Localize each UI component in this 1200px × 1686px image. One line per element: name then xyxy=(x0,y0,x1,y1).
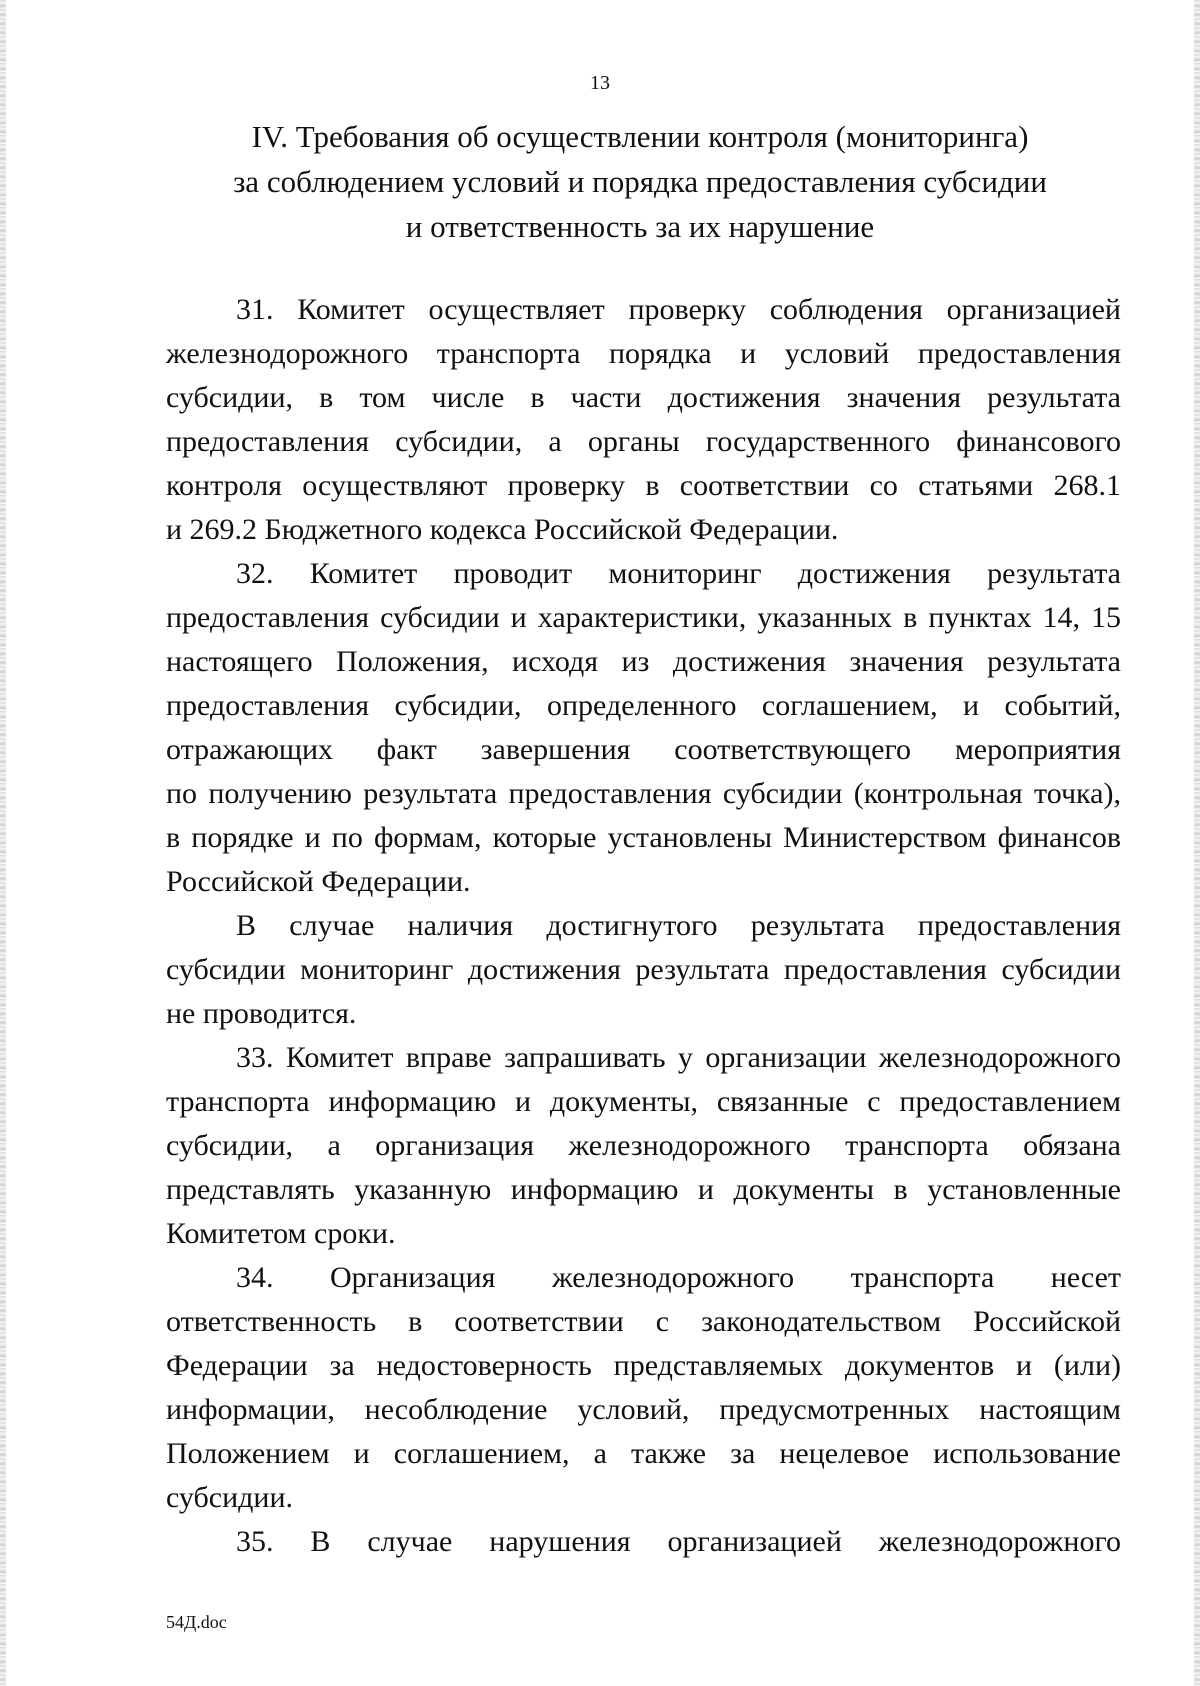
text-line: настоящего Положения, исходя из достижения значения результата xyxy=(166,645,1121,678)
text-line: субсидии, в том числе в части достижения значения результата xyxy=(166,381,1121,414)
page-number: 13 xyxy=(590,72,610,94)
text-line: Положением и соглашением, а также за нецелевое использование xyxy=(166,1437,1121,1470)
text-line: предоставления субсидии и характеристики, указанных в пунктах 14, 15 xyxy=(166,601,1121,634)
text-line: субсидии. xyxy=(166,1481,294,1514)
section-heading xyxy=(160,114,1120,249)
text-line: субсидии, а организация железнодорожного транспорта обязана xyxy=(166,1129,1121,1162)
text-line: отражающих факт завершения соответствующего мероприятия xyxy=(166,733,1121,766)
text-line: 31. Комитет осуществляет проверку соблюдения организацией xyxy=(236,293,1121,326)
text-line: контроля осуществляют проверку в соответствии со статьями 268.1 xyxy=(166,469,1121,502)
text-line: ответственность в соответствии с законодательством Российской xyxy=(166,1305,1121,1338)
body-text xyxy=(166,288,1121,1564)
text-line: Российской Федерации. xyxy=(166,865,471,898)
text-line: предоставления субсидии, определенного соглашением, и событий, xyxy=(166,689,1121,722)
text-line: Комитетом сроки. xyxy=(166,1217,396,1250)
text-line: субсидии мониторинг достижения результата предоставления субсидии xyxy=(166,953,1121,986)
text-line: представлять указанную информацию и документы в установленные xyxy=(166,1173,1121,1206)
text-line: 35. В случае нарушения организацией железнодорожного xyxy=(236,1525,1121,1558)
text-line: и 269.2 Бюджетного кодекса Российской Федерации. xyxy=(166,513,839,546)
text-line: 32. Комитет проводит мониторинг достижения результата xyxy=(236,557,1121,590)
text-line: в порядке и по формам, которые установлены Министерством финансов xyxy=(166,821,1121,854)
text-line: не проводится. xyxy=(166,997,357,1030)
text-line: информации, несоблюдение условий, предусмотренных настоящим xyxy=(166,1393,1121,1426)
heading-line: за соблюдением условий и порядка предоставления субсидии xyxy=(233,164,1047,199)
text-line: Федерации за недостоверность представляемых документов и (или) xyxy=(166,1349,1121,1382)
heading-line: и ответственность за их нарушение xyxy=(405,209,875,244)
scan-edge-right xyxy=(1194,0,1200,1686)
text-line: по получению результата предоставления субсидии (контрольная точка), xyxy=(166,777,1121,810)
file-label: 54Д.doc xyxy=(166,1612,227,1632)
text-line: предоставления субсидии, а органы государственного финансового xyxy=(166,425,1121,458)
text-line: 33. Комитет вправе запрашивать у организации железнодорожного xyxy=(236,1041,1121,1074)
scan-edge-left xyxy=(0,0,6,1686)
text-line: транспорта информацию и документы, связанные с предоставлением xyxy=(166,1085,1121,1118)
heading-line: IV. Требования об осуществлении контроля (мониторинга) xyxy=(251,119,1029,154)
text-line: В случае наличия достигнутого результата предоставления xyxy=(236,909,1121,942)
text-line: железнодорожного транспорта порядка и условий предоставления xyxy=(166,337,1121,370)
text-line: 34. Организация железнодорожного транспорта несет xyxy=(236,1261,1121,1294)
